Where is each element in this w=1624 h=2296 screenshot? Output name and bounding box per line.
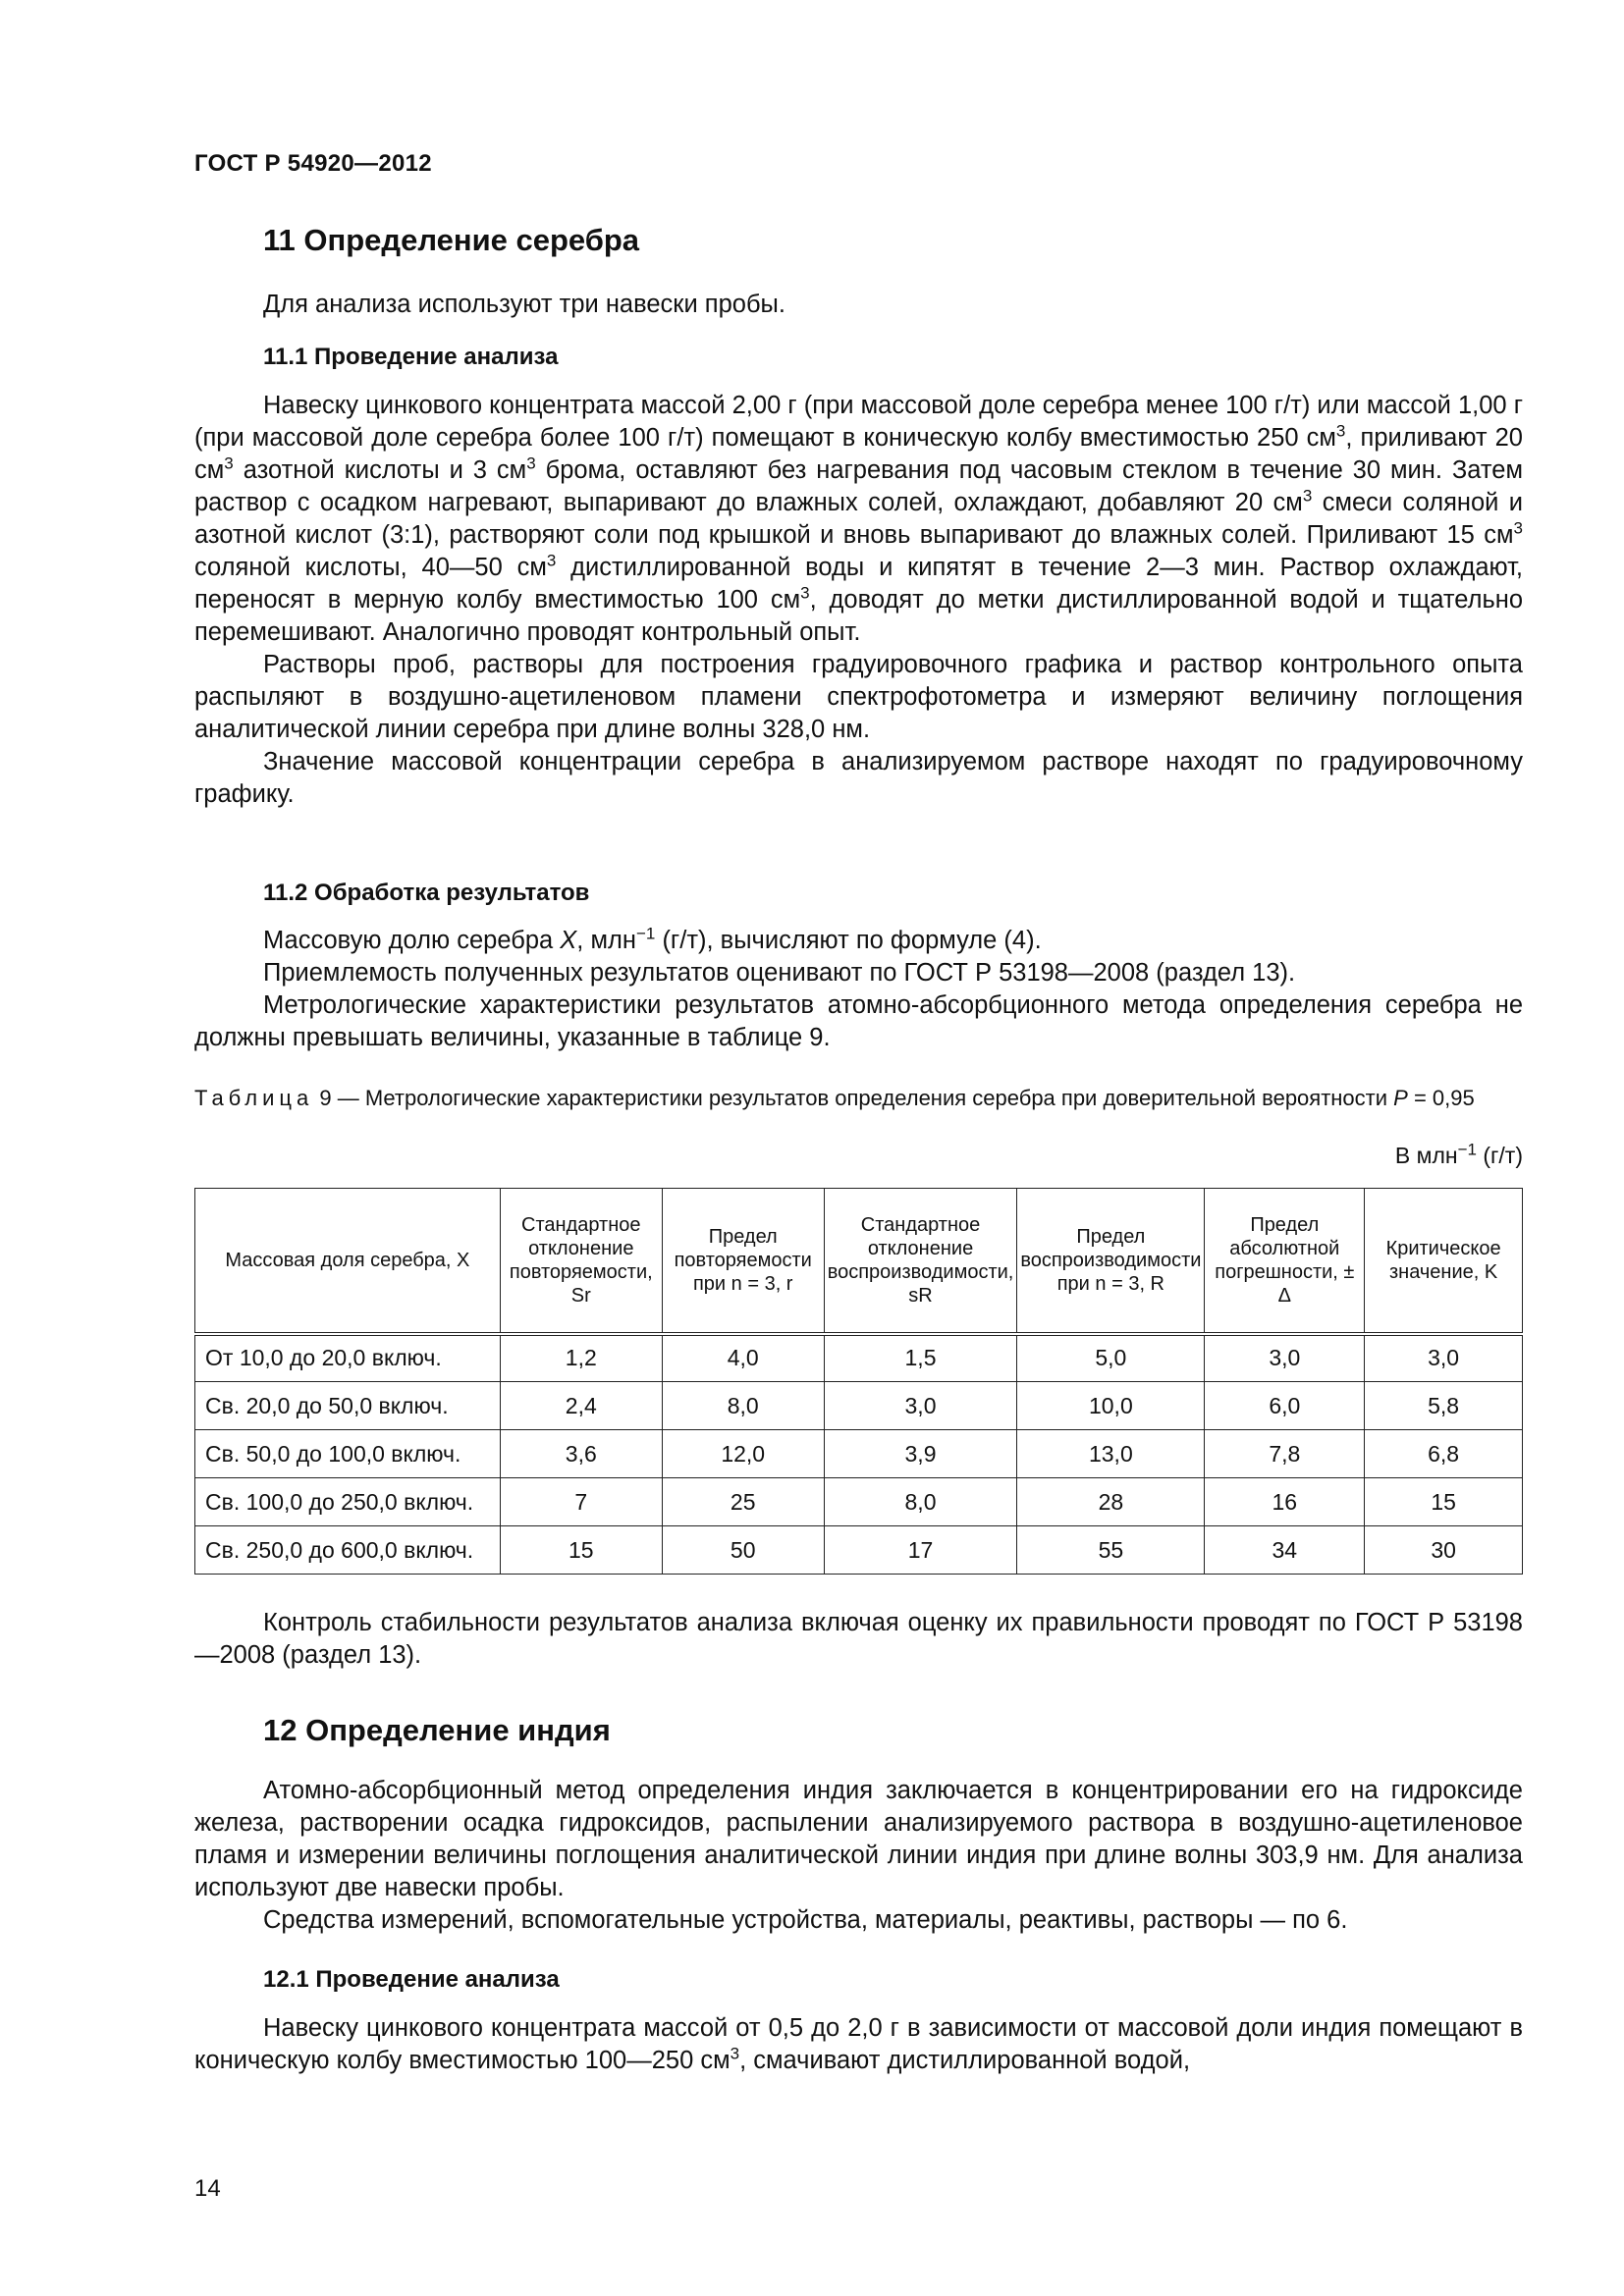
table-header-row (195, 1189, 1523, 1334)
table-cell: 5,8 (1365, 1382, 1523, 1430)
table-cell: 3,9 (824, 1430, 1017, 1478)
subsection-11-1-title: 11.1 Проведение анализа (263, 344, 559, 370)
table-cell: Св. 20,0 до 50,0 включ. (195, 1382, 501, 1430)
after-table-block (194, 1607, 1523, 1672)
table-cell: 16 (1205, 1478, 1365, 1526)
table-cell: 10,0 (1017, 1382, 1205, 1430)
table-cell: 25 (662, 1478, 824, 1526)
subsection-11-1-body (194, 390, 1523, 811)
section-12-body (194, 1775, 1523, 1937)
column-header: Критическое значение, K (1365, 1189, 1523, 1334)
table-cell: 12,0 (662, 1430, 824, 1478)
column-header: Предел повторяемости при n = 3, r (662, 1189, 824, 1334)
paragraph-12-equipment: Средства измерений, вспомогательные устройства, материалы, реактивы, растворы — по 6. (263, 1906, 1348, 1934)
table-cell: 6,0 (1205, 1382, 1365, 1430)
column-header: Предел абсолютной погрешности, ± Δ (1205, 1189, 1365, 1334)
subsection-12-1-title: 12.1 Проведение анализа (263, 1966, 560, 1993)
paragraph-11-2-acceptance: Приемлемость полученных результатов оценивают по ГОСТ Р 53198—2008 (раздел 13). (263, 959, 1296, 987)
table-cell: 17 (824, 1526, 1017, 1575)
table-cell: Св. 50,0 до 100,0 включ. (195, 1430, 501, 1478)
column-header: Предел воспроизводимости при n = 3, R (1017, 1189, 1205, 1334)
table-cell: 15 (500, 1526, 662, 1575)
table-cell: 4,0 (662, 1334, 824, 1382)
subsection-12-1-body (194, 2012, 1523, 2077)
table-cell: 3,6 (500, 1430, 662, 1478)
document-header: ГОСТ Р 54920—2012 (194, 150, 432, 177)
section-11-title: 11 Определение серебра (263, 223, 640, 257)
table-cell: 8,0 (662, 1382, 824, 1430)
table-cell: 3,0 (1365, 1334, 1523, 1382)
table-cell: 3,0 (824, 1382, 1017, 1430)
paragraph-11-1-calibration: Значение массовой концентрации серебра в анализируемом растворе находят по градуировочному графику. (194, 748, 1523, 808)
table-cell: 7 (500, 1478, 662, 1526)
table-cell: 8,0 (824, 1478, 1017, 1526)
table-cell: 1,5 (824, 1334, 1017, 1382)
table-cell: 28 (1017, 1478, 1205, 1526)
table-cell: Св. 250,0 до 600,0 включ. (195, 1526, 501, 1575)
table-row (195, 1430, 1523, 1478)
page-number: 14 (194, 2175, 221, 2202)
table-cell: 1,2 (500, 1334, 662, 1382)
table-cell: От 10,0 до 20,0 включ. (195, 1334, 501, 1382)
table-cell: 34 (1205, 1526, 1365, 1575)
table-cell: 2,4 (500, 1382, 662, 1430)
table-9-unit: В млн$^{-1}$ (г/т) (1394, 1140, 1523, 1168)
table-row (195, 1526, 1523, 1575)
paragraph-12-1-procedure: Навеску цинкового концентрата массой от 0,5 до 2,0 г в зависимости от массовой доли индия помещают в коническую колбу вместимостью 100—250 $см^3$, смачивают дистиллированной водой, (194, 2014, 1523, 2074)
paragraph-12-method: Атомно-абсорбционный метод определения индия заключается в концентрировании его на гидроксиде железа, растворении осадка гидроксидов, распылении анализируемого раствора в воздушно-ацетиленовое пламя и измерении величины поглощения аналитической линии индия при длине волны 303,9 нм. Для анализа используют две навески пробы. (194, 1777, 1523, 1901)
column-header: Стандартное отклонение повторяемости, Sr (500, 1189, 662, 1334)
table-cell: 55 (1017, 1526, 1205, 1575)
table-row (195, 1382, 1523, 1430)
table-row (195, 1334, 1523, 1382)
subsection-11-2-body (194, 925, 1523, 1054)
table-cell: Св. 100,0 до 250,0 включ. (195, 1478, 501, 1526)
column-header: Стандартное отклонение воспроизводимости, sR (824, 1189, 1017, 1334)
column-header: Массовая доля серебра, X (195, 1189, 501, 1334)
subsection-11-2-title: 11.2 Обработка результатов (263, 880, 590, 906)
section-12-title: 12 Определение индия (263, 1713, 611, 1747)
table-cell: 3,0 (1205, 1334, 1365, 1382)
table-cell: 15 (1365, 1478, 1523, 1526)
table-cell: 50 (662, 1526, 824, 1575)
section-11-intro: Для анализа используют три навески пробы. (263, 291, 785, 318)
paragraph-11-2-formula: Массовую долю серебра X, млн$^{-1}$ (г/т), вычисляют по формуле (4). (263, 924, 1042, 954)
table-cell: 6,8 (1365, 1430, 1523, 1478)
section-11-intro-block (194, 289, 1523, 321)
paragraph-stability-control: Контроль стабильности результатов анализа включая оценку их правильности проводят по ГОСТ Р 53198—2008 (раздел 13). (194, 1609, 1523, 1669)
table-cell: 5,0 (1017, 1334, 1205, 1382)
table-cell: 13,0 (1017, 1430, 1205, 1478)
paragraph-11-1-measurement: Растворы проб, растворы для построения градуировочного графика и раствор контрольного опыта распыляют в воздушно-ацетиленовом пламени спектрофотометра и измеряют величину поглощения аналитической линии серебра при длине волны 328,0 нм. (194, 651, 1523, 743)
paragraph-11-1-procedure: Навеску цинкового концентрата массой 2,00 г (при массовой доле серебра менее 100 г/т) или массой 1,00 г (при массовой доле серебра более 100 г/т) помещают в коническую колбу вместимостью 250 $см^3$, приливают 20 $см^3$ азотной кислоты и 3 $см^3$ брома, оставляют без нагревания под часовым стеклом в течение 30 мин. Затем раствор с осадком нагревают, выпаривают до влажных солей, охлаждают, добавляют 20 $см^3$ смеси соляной и азотной кислот (3:1), растворяют соли под крышкой и вновь выпаривают до влажных солей. Приливают 15 $см^3$ соляной кислоты, 40—50 $см^3$ дистиллированной воды и кипятят в течение 2—3 мин. Раствор охлаждают, переносят в мерную колбу вместимостью 100 $см^3$, доводят до метки дистиллированной водой и тщательно перемешивают. Аналогично проводят контрольный опыт. (194, 392, 1524, 646)
table-row (195, 1478, 1523, 1526)
table-9 (194, 1188, 1523, 1575)
paragraph-11-2-metrology: Метрологические характеристики результатов атомно-абсорбционного метода определения серебра не должны превышать величины, указанные в таблице 9. (194, 991, 1523, 1051)
table-cell: 7,8 (1205, 1430, 1365, 1478)
table-9-caption: Таблица 9 — Метрологические характеристики результатов определения серебра при доверительной вероятности P = 0,95 (194, 1086, 1475, 1110)
table-cell: 30 (1365, 1526, 1523, 1575)
